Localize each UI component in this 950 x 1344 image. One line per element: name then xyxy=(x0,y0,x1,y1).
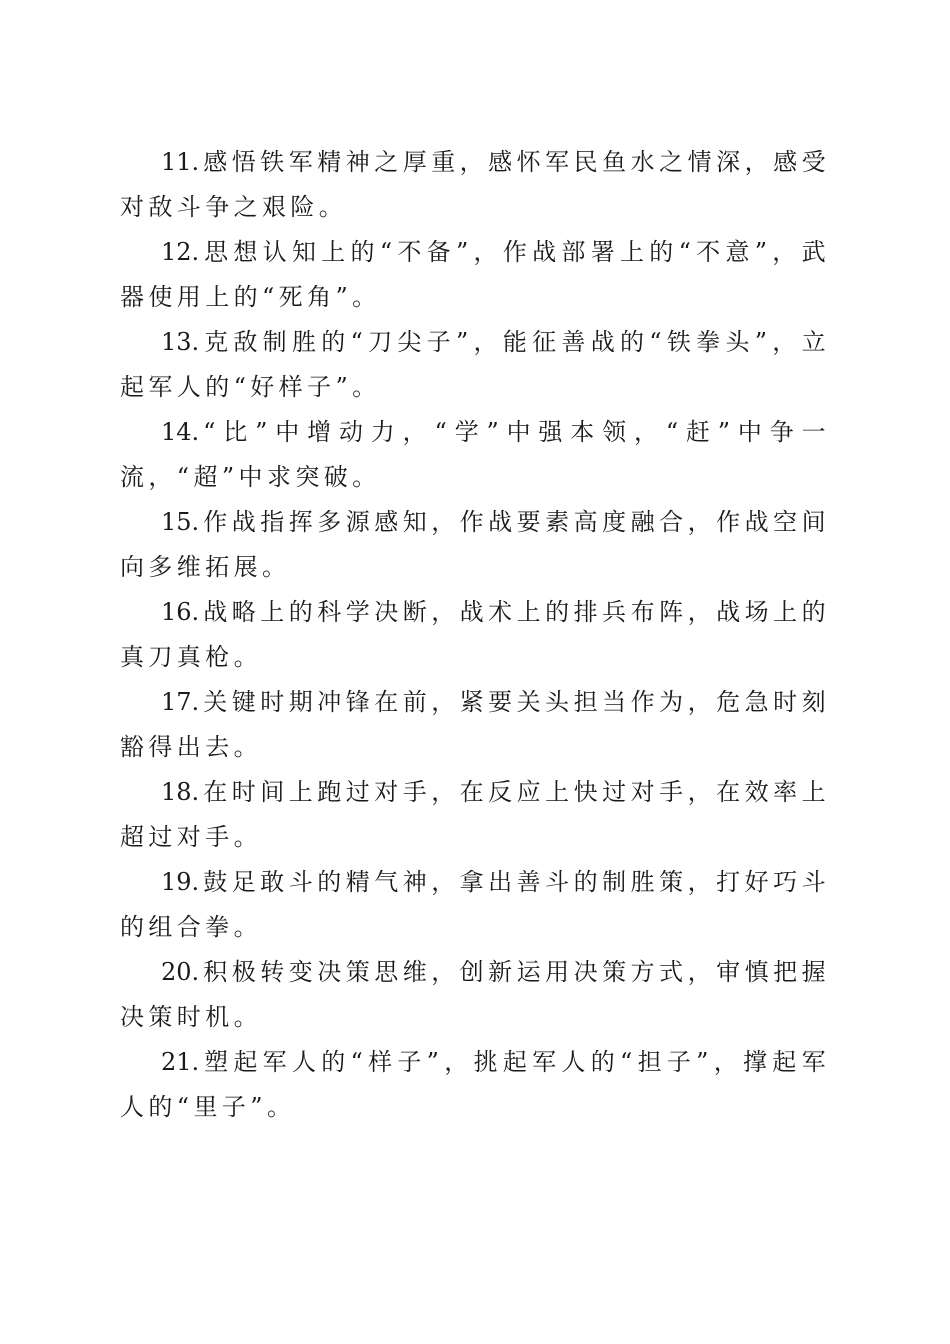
list-item-16 xyxy=(120,590,830,680)
item-text: 塑起军人的“样子”，挑起军人的“担子”，撑起军人的“里子”。 xyxy=(120,1048,830,1121)
item-number: 12. xyxy=(161,238,200,266)
item-number: 17. xyxy=(161,688,200,716)
item-text: 积极转变决策思维，创新运用决策方式，审慎把握决策时机。 xyxy=(120,958,830,1031)
list-item-11 xyxy=(120,140,830,230)
numbered-list xyxy=(120,140,830,1130)
list-item-18 xyxy=(120,770,830,860)
item-number: 15. xyxy=(161,508,200,536)
list-item-20 xyxy=(120,950,830,1040)
list-item-17 xyxy=(120,680,830,770)
item-text: 感悟铁军精神之厚重，感怀军民鱼水之情深，感受对敌斗争之艰险。 xyxy=(120,148,830,221)
item-text: 思想认知上的“不备”，作战部署上的“不意”，武器使用上的“死角”。 xyxy=(120,238,830,311)
item-number: 18. xyxy=(161,778,200,806)
item-text: 克敌制胜的“刀尖子”，能征善战的“铁拳头”，立起军人的“好样子”。 xyxy=(120,328,830,401)
list-item-19 xyxy=(120,860,830,950)
item-text: 作战指挥多源感知，作战要素高度融合，作战空间向多维拓展。 xyxy=(120,508,830,581)
list-item-21 xyxy=(120,1040,830,1130)
item-number: 13. xyxy=(161,328,200,356)
list-item-14 xyxy=(120,410,830,500)
item-number: 11. xyxy=(161,148,200,176)
item-number: 20. xyxy=(161,958,200,986)
item-number: 21. xyxy=(161,1048,200,1076)
item-number: 19. xyxy=(161,868,200,896)
list-item-13 xyxy=(120,320,830,410)
item-number: 16. xyxy=(161,598,200,626)
item-text: 鼓足敢斗的精气神，拿出善斗的制胜策，打好巧斗的组合拳。 xyxy=(120,868,830,941)
item-text: “比”中增动力，“学”中强本领，“赶”中争一流，“超”中求突破。 xyxy=(120,418,830,491)
item-text: 战略上的科学决断，战术上的排兵布阵，战场上的真刀真枪。 xyxy=(120,598,830,671)
item-text: 在时间上跑过对手，在反应上快过对手，在效率上超过对手。 xyxy=(120,778,830,851)
item-text: 关键时期冲锋在前，紧要关头担当作为，危急时刻豁得出去。 xyxy=(120,688,830,761)
list-item-15 xyxy=(120,500,830,590)
item-number: 14. xyxy=(161,418,200,446)
list-item-12 xyxy=(120,230,830,320)
